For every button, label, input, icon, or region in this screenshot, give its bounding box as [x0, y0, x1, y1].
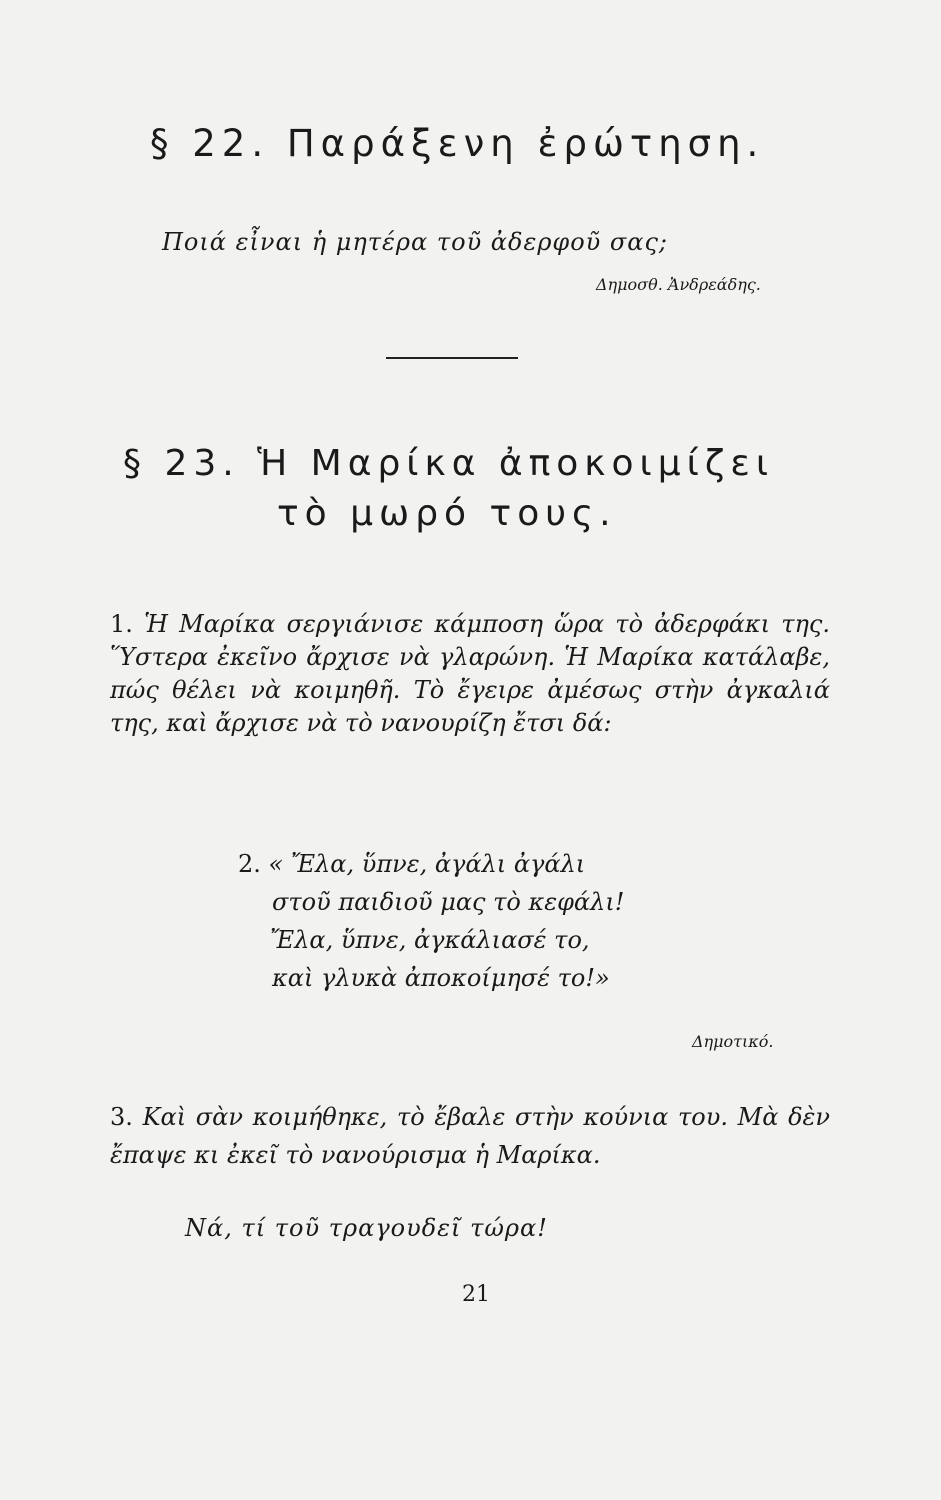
- verse-source: Δημοτικό.: [692, 1032, 774, 1051]
- verse-line-1-text: « Ἔλα, ὕπνε, ἀγάλι ἀγάλι: [268, 850, 586, 878]
- paragraph-1: [110, 608, 830, 740]
- paragraph-3: [110, 1098, 830, 1174]
- paragraph-3-text: Καὶ σὰν κοιμήθηκε, τὸ ἔβαλε στὴν κούνια του. Μὰ δὲν ἔπαψε κι ἐκεῖ τὸ νανούρισμα ἡ Μαρίκα.: [110, 1103, 830, 1169]
- page-number: 21: [462, 1282, 490, 1307]
- section-22-author: Δημοσθ. Ἀνδρεάδης.: [596, 275, 761, 294]
- section-divider: [386, 357, 518, 359]
- verse-line-3: Ἔλα, ὕπνε, ἀγκάλιασέ το,: [270, 926, 590, 954]
- section-23-heading-line2: τὸ μωρό τους.: [277, 493, 617, 534]
- section-22-heading: § 22. Παράξενη ἐρώτηση.: [150, 122, 765, 165]
- verse-line-2: στοῦ παιδιοῦ μας τὸ κεφάλι!: [272, 888, 625, 916]
- verse-number: 2.: [238, 850, 261, 878]
- paragraph-3-number: 3.: [110, 1103, 133, 1131]
- paragraph-1-number: 1.: [110, 610, 133, 638]
- verse-line-4: καὶ γλυκὰ ἀποκοίμησέ το!»: [272, 964, 610, 992]
- paragraph-1-text: Ἡ Μαρίκα σεργιάνισε κάμποση ὥρα τὸ ἀδερφάκι της. Ὕστερα ἐκεῖνο ἄρχισε νὰ γλαρώνη. Ἡ Μαρίκα κατάλαβε, πώς θέλει νὰ κοιμηθῆ. Τὸ ἔγειρε ἀμέσως στὴν ἀγκαλιά της, καὶ ἄρχισε νὰ τὸ νανουρίζη ἔτσι δά:: [110, 610, 830, 737]
- section-23-heading-line1: § 23. Ἡ Μαρίκα ἀποκοιμίζει: [123, 443, 775, 484]
- verse-line-1: [238, 845, 624, 883]
- section-22-question: Ποιά εἶναι ἡ μητέρα τοῦ ἀδερφοῦ σας;: [162, 228, 669, 256]
- lullaby-verse: [238, 845, 624, 997]
- closing-line: Νά, τί τοῦ τραγουδεῖ τώρα!: [185, 1214, 548, 1242]
